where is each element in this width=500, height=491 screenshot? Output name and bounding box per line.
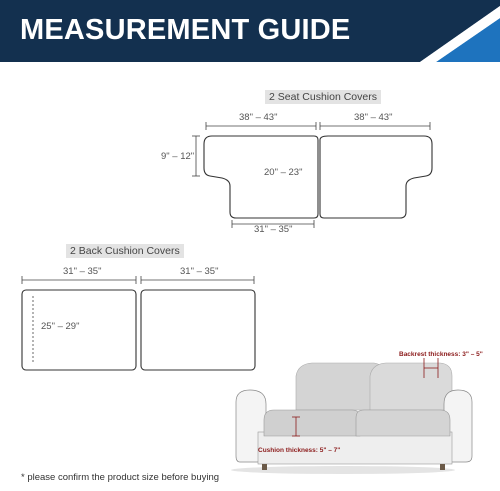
seat-covers-label: 2 Seat Cushion Covers [265,90,381,104]
back-height-label: 25" – 29" [41,321,80,332]
back-covers-label: 2 Back Cushion Covers [66,244,184,258]
seat-width-right-label: 38" – 43" [354,112,393,123]
cushion-thickness-label: Cushion thickness: 5" – 7" [258,447,341,454]
seat-bottom-width-label: 31" – 35" [254,224,293,235]
seat-width-left-label: 38" – 43" [239,112,278,123]
backrest-thickness-label: Backrest thickness: 3" – 5" [399,351,483,358]
seat-cushion-right [320,136,432,218]
back-width-left-label: 31" – 35" [63,266,102,277]
footnote: * please confirm the product size before buying [21,472,220,483]
sofa-illustration [231,358,472,474]
seat-depth-label: 20" – 23" [264,167,303,178]
back-cushion-right [141,290,255,370]
seat-height-label: 9" – 12" [161,151,195,162]
page-title: MEASUREMENT GUIDE [20,14,351,46]
back-width-right-label: 31" – 35" [180,266,219,277]
